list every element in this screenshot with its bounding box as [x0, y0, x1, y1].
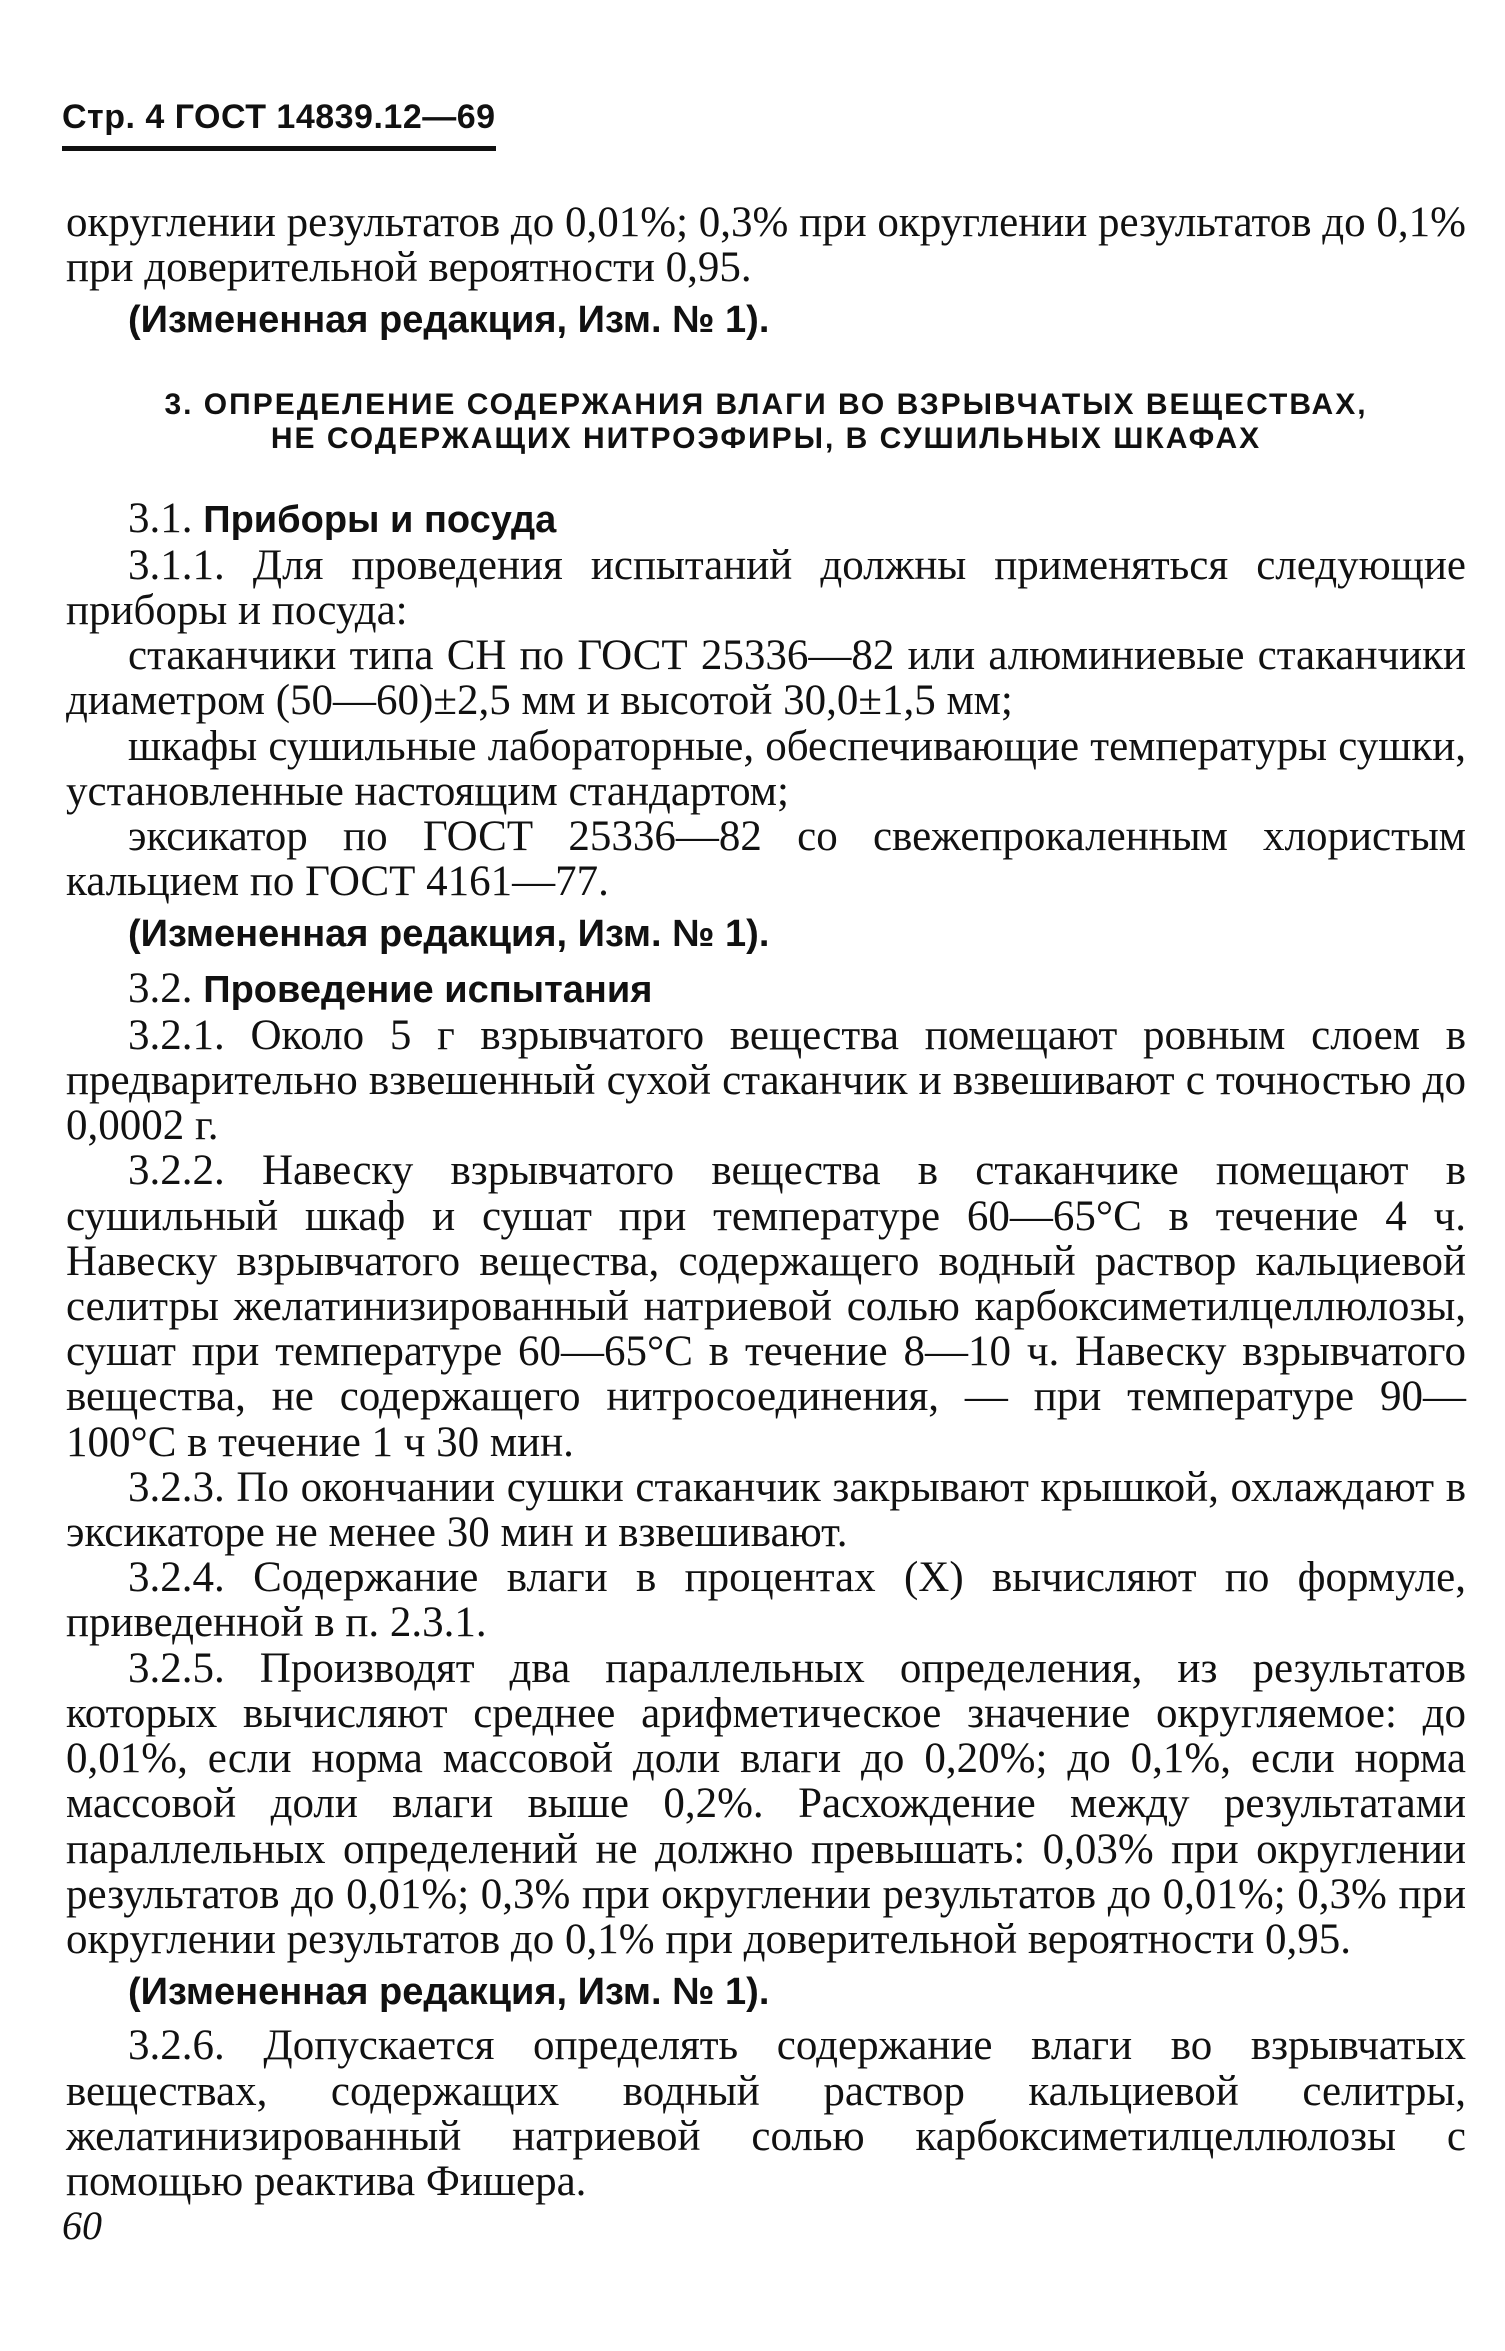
paragraph-continuation: округлении результатов до 0,01%; 0,3% при округлении результатов до 0,1% при доверительной вероятности 0,95.: [66, 199, 1466, 292]
subsection-title: Проведение испытания: [203, 968, 653, 1011]
paragraph-3-2-2: 3.2.2. Навеску взрывчатого вещества в стаканчике помещают в сушильный шкаф и сушат при температуре 60—65°С в течение 4 ч. Навеску взрывчатого вещества, содержащего водный раствор кальциевой селитры желатинизированный натриевой солью карбоксиметилцеллюлозы, сушат при температуре 60—65°С в течение 8—10 ч. Навеску взрывчатого вещества, не содержащего нитросоединения, — при температуре 90—100°С в течение 1 ч 30 мин.: [66, 1147, 1466, 1466]
header-rule: [62, 146, 496, 151]
subsection-heading-3-1: [66, 496, 1466, 543]
list-item-beakers: стаканчики типа СН по ГОСТ 25336—82 или алюминиевые стаканчики диаметром (50—60)±2,5 мм и высотой 30,0±1,5 мм;: [66, 632, 1466, 725]
paragraph-3-2-3: 3.2.3. По окончании сушки стаканчик закрывают крышкой, охлаждают в эксикаторе не менее 30 мин и взвешивают.: [66, 1463, 1466, 1557]
section-heading: [66, 388, 1466, 456]
amendment-note: (Измененная редакция, Изм. № 1).: [128, 1971, 770, 2014]
section-heading-line: 3. ОПРЕДЕЛЕНИЕ СОДЕРЖАНИЯ ВЛАГИ ВО ВЗРЫВЧАТЫХ ВЕЩЕСТВАХ,: [164, 387, 1368, 421]
amendment-note: (Измененная редакция, Изм. № 1).: [128, 913, 770, 956]
subsection-heading-3-2: [66, 966, 1466, 1013]
paragraph-3-2-1: 3.2.1. Около 5 г взрывчатого вещества помещают ровным слоем в предварительно взвешенный сухой стаканчик и взвешивают с точностью до 0,0002 г.: [66, 1011, 1466, 1150]
subsection-number: 3.2.: [128, 964, 193, 1012]
paragraph-3-2-4: 3.2.4. Содержание влаги в процентах (X) вычисляют по формуле, приведенной в п. 2.3.1.: [66, 1554, 1466, 1647]
amendment-note: (Измененная редакция, Изм. № 1).: [128, 299, 770, 342]
page-number: 60: [62, 2203, 102, 2248]
paragraph-3-1-1: 3.1.1. Для проведения испытаний должны применяться следующие приборы и посуда:: [66, 541, 1466, 635]
subsection-title: Приборы и посуда: [203, 498, 557, 541]
running-header: Стр. 4 ГОСТ 14839.12—69: [62, 98, 496, 136]
paragraph-3-2-6: 3.2.6. Допускается определять содержание влаги во взрывчатых веществах, содержащих водный раствор кальциевой селитры, желатинизированный натриевой солью карбоксиметилцеллюлозы с помощью реактива Фишера.: [66, 2022, 1466, 2205]
section-heading-line: НЕ СОДЕРЖАЩИХ НИТРОЭФИРЫ, В СУШИЛЬНЫХ ШКАФАХ: [270, 421, 1262, 455]
subsection-number: 3.1.: [128, 494, 193, 542]
list-item-desiccator: эксикатор по ГОСТ 25336—82 со свежепрокаленным хлористым кальцием по ГОСТ 4161—77.: [66, 813, 1466, 906]
list-item-drying-cabinets: шкафы сушильные лабораторные, обеспечивающие температуры сушки, установленные настоящим стандартом;: [66, 722, 1466, 815]
document-body: [66, 200, 1466, 2204]
paragraph-3-2-5: 3.2.5. Производят два параллельных определения, из результатов которых вычисляют среднее арифметическое значение округляемое: до 0,01%, если норма массовой доли влаги до 0,20%; до 0,1%, если норма массовой доли влаги выше 0,2%. Расхождение между результатами параллельных определений не должно превышать: 0,03% при округлении результатов до 0,01%; 0,3% при округлении результатов до 0,01%; 0,3% при округлении результатов до 0,1% при доверительной вероятности 0,95.: [66, 1644, 1466, 1963]
